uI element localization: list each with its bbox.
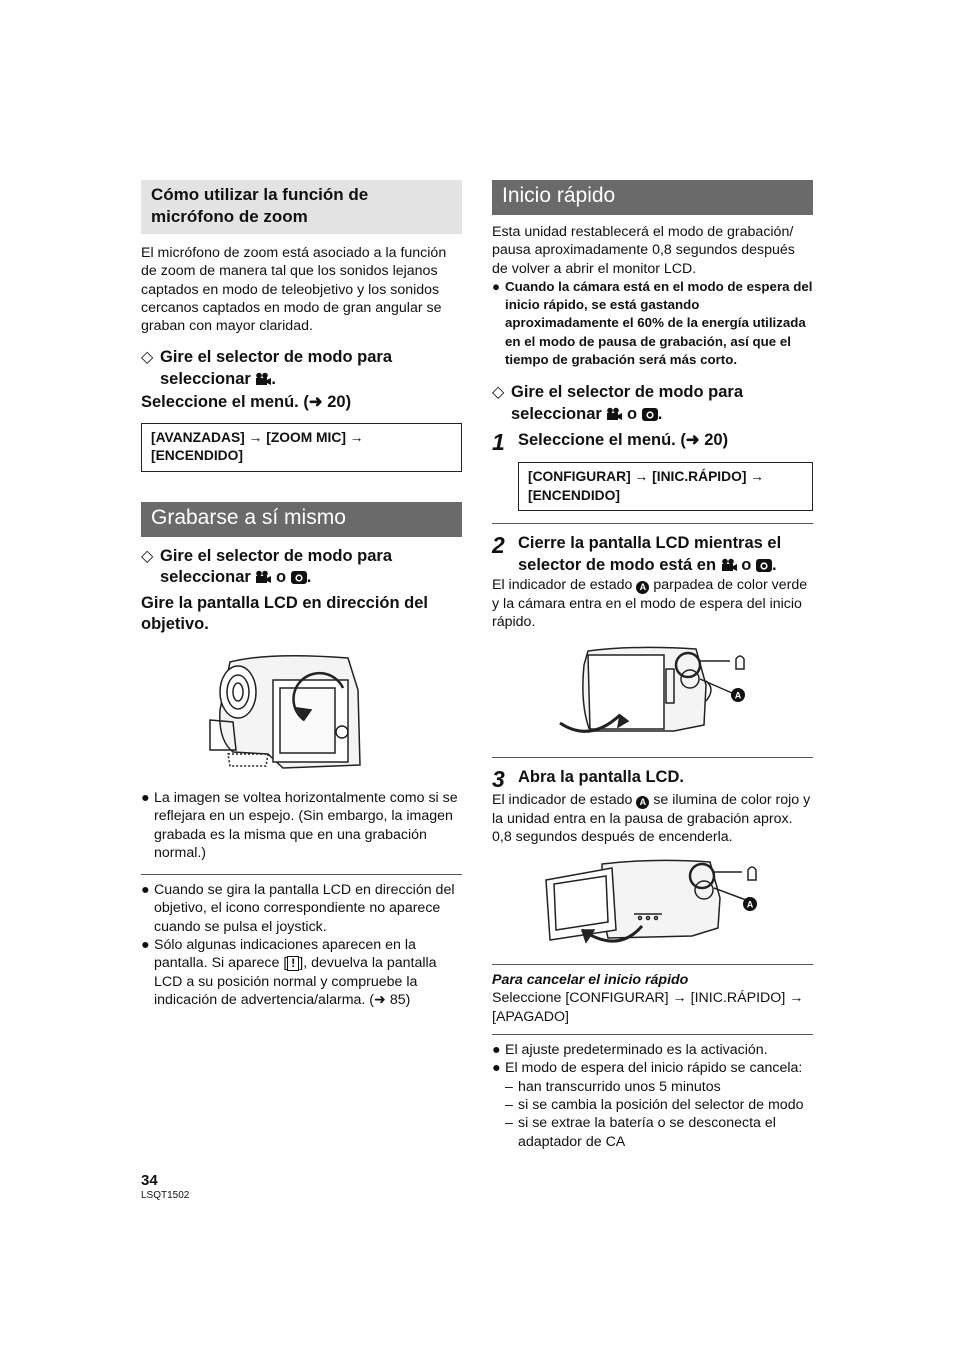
divider xyxy=(492,1034,813,1035)
step-text: Cierre la pantalla LCD mientras el selector de modo está en xyxy=(518,534,782,574)
bullet-icon: ● xyxy=(141,882,150,899)
step-3-description xyxy=(492,791,813,846)
left-column xyxy=(141,180,462,1009)
step-text: Abra la pantalla LCD. xyxy=(518,768,684,787)
desc-text: El indicador de estado xyxy=(492,577,633,594)
note-text: ], devuelva la pantalla LCD a su posición normal y compruebe la indicación de advertencia/alarma. (➜ 85) xyxy=(154,955,437,1008)
note-text: La imagen se voltea horizontalmente como si se reflejara en un espejo. (Sin embargo, la imagen grabada es la misma que en una grabación normal.) xyxy=(154,789,458,861)
quick-start-intro: Esta unidad restablecerá el modo de grabación/ pausa aproximadamente 0,8 segundos después de volver a abrir el monitor LCD. xyxy=(492,224,795,277)
status-indicator-label-icon: A xyxy=(636,581,649,594)
note-text: El ajuste predeterminado es la activación. xyxy=(505,1042,768,1059)
step-2: 2 Cierre la pantalla LCD mientras el selector de modo está en o . xyxy=(492,533,813,576)
cancel-condition: – han transcurrido unos 5 minutos xyxy=(505,1078,721,1095)
note-text: Cuando la cámara está en el modo de espera del inicio rápido, se está gastando aproximadamente el 60% de la energía utilizada en el modo de pausa de grabación, así que el tiempo de grabación será más corto. xyxy=(505,278,813,368)
step-text: Gire el selector de modo para seleccionar xyxy=(160,348,392,388)
step-number: 3 xyxy=(492,766,505,793)
note-text: El modo de espera del inicio rápido se cancela: xyxy=(505,1060,803,1077)
warning-icon: ! xyxy=(287,956,299,971)
video-camera-mode-icon xyxy=(255,570,271,584)
cancel-condition: – si se extrae la batería o se desconecta el adaptador de CA xyxy=(505,1114,813,1151)
note-text: Cuando se gira la pantalla LCD en dirección del objetivo, el icono correspondiente no aparece cuando se pulsa el joystick. xyxy=(154,882,455,935)
self-record-heading: Grabarse a sí mismo xyxy=(141,502,462,537)
mirror-image-note xyxy=(141,789,462,862)
closing-lcd-illustration xyxy=(554,645,754,743)
camcorder-lcd-rotated-illustration xyxy=(208,650,383,775)
desc-text: se ilumina de color rojo y la unidad entra en la pausa de grabación aprox. 0,8 segundos después de encenderla. xyxy=(492,792,811,845)
step-text: Gire el selector de modo para seleccionar xyxy=(160,546,392,587)
zoom-mic-mode-step: ◇ Gire el selector de modo para seleccionar . xyxy=(141,347,462,390)
right-column xyxy=(492,180,813,1151)
joystick-icon-note xyxy=(141,881,462,936)
divider xyxy=(492,523,813,524)
label-a-text: A xyxy=(746,899,754,910)
video-camera-mode-icon xyxy=(721,558,737,572)
self-record-lcd-step: Gire la pantalla LCD en dirección del objetivo. xyxy=(141,593,428,634)
condition-text: si se extrae la batería o se desconecta el adaptador de CA xyxy=(518,1115,776,1150)
divider xyxy=(492,964,813,965)
energy-usage-note xyxy=(492,278,813,369)
desc-text: El indicador de estado xyxy=(492,792,633,809)
step-2-description xyxy=(492,576,813,631)
quick-start-menu-path: [CONFIGURAR] → [INIC.RÁPIDO] → [ENCENDIDO] xyxy=(518,462,813,511)
cancel-quick-start-heading: Para cancelar el inicio rápido xyxy=(492,972,689,989)
zoom-mic-menu-step xyxy=(141,392,462,414)
bullet-icon: ● xyxy=(492,278,501,294)
step-number: 2 xyxy=(492,532,505,559)
step-text: Gire el selector de modo para seleccionar xyxy=(511,383,743,423)
status-indicator-label-icon: A xyxy=(636,796,649,809)
conjunction: o xyxy=(627,404,638,423)
still-camera-mode-icon xyxy=(291,570,307,584)
condition-text: si se cambia la posición del selector de modo xyxy=(518,1096,804,1113)
still-camera-mode-icon xyxy=(642,407,658,421)
bullet-icon: ● xyxy=(141,937,150,954)
note-text: Sólo algunas indicaciones aparecen en la pantalla. Si aparece [ xyxy=(154,937,416,972)
video-camera-mode-icon xyxy=(606,407,622,421)
cancel-quick-start-text: Seleccione [CONFIGURAR] → [INIC.RÁPIDO] → [APAGADO] xyxy=(492,990,804,1025)
page-number: 34 xyxy=(141,1172,158,1189)
opening-lcd-illustration xyxy=(542,858,767,950)
step-number: 1 xyxy=(492,429,505,456)
bullet-icon: ● xyxy=(492,1042,501,1059)
step-text: Seleccione el menú. (➜ 20) xyxy=(518,431,729,450)
standby-cancel-note xyxy=(492,1059,813,1077)
step-3 xyxy=(492,767,813,791)
step-1 xyxy=(492,430,813,454)
desc-text: parpadea de color verde y la cámara entra en el modo de espera del inicio rápido. xyxy=(492,577,808,630)
label-a-text: A xyxy=(734,690,742,701)
bullet-icon: ● xyxy=(492,1060,501,1077)
diamond-icon: ◇ xyxy=(141,349,154,367)
cancel-condition: – si se cambia la posición del selector de modo xyxy=(505,1096,804,1113)
page-footer xyxy=(141,1172,189,1203)
conjunction: o xyxy=(276,568,287,587)
zoom-mic-description: El micrófono de zoom está asociado a la función de zoom de manera tal que los sonidos lejanos captados en modo de teleobjetivo y los sonidos cercanos captados en modo de gran angular se graban con mayor claridad. xyxy=(141,245,447,335)
warning-indication-note xyxy=(141,936,462,1009)
conjunction: o xyxy=(741,555,752,574)
default-setting-note xyxy=(492,1041,813,1059)
zoom-mic-heading: Cómo utilizar la función de micrófono de zoom xyxy=(141,180,462,234)
self-record-mode-step: ◇ Gire el selector de modo para seleccionar o . xyxy=(141,546,462,589)
diamond-icon: ◇ xyxy=(141,547,154,565)
quick-start-heading: Inicio rápido xyxy=(492,180,813,215)
video-camera-mode-icon xyxy=(255,372,271,386)
divider xyxy=(141,874,462,875)
still-camera-mode-icon xyxy=(756,558,772,572)
condition-text: han transcurrido unos 5 minutos xyxy=(518,1078,721,1095)
diamond-icon: ◇ xyxy=(492,384,505,402)
model-code: LSQT1502 xyxy=(141,1190,190,1201)
divider xyxy=(492,757,813,758)
quick-start-mode-step: ◇ Gire el selector de modo para seleccionar o . xyxy=(492,382,813,425)
step-text: Seleccione el menú. (➜ 20) xyxy=(141,393,352,412)
zoom-mic-menu-path: [AVANZADAS] → [ZOOM MIC] → [ENCENDIDO] xyxy=(141,423,462,472)
bullet-icon: ● xyxy=(141,789,150,806)
